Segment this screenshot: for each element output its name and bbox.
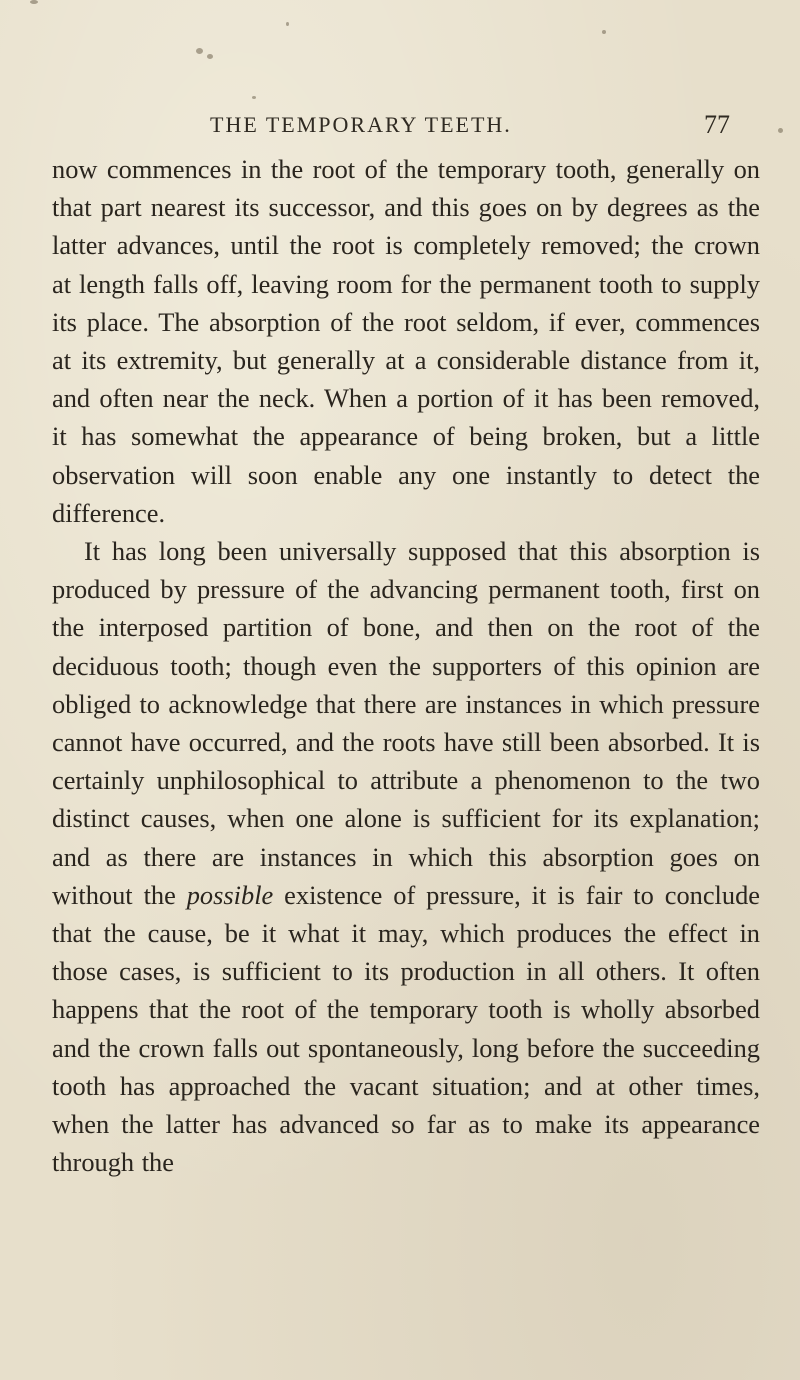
paragraph: now commences in the root of the temporary tooth, generally on that part nearest its successor, and this goes on by degrees as the latter advances, until the root is completely removed; the crown at length falls off, leaving room for the permanent tooth to supply its place. The absorption of the root seldom, if ever, commences at its extremity, but generally at a considerable distance from it, and often near the neck. When a portion of it has been removed, it has somewhat the appearance of being broken, but a little observation will soon enable any one instantly to detect the difference.	[52, 154, 760, 528]
running-title: THE TEMPORARY TEETH.	[210, 112, 512, 137]
ink-speck	[252, 96, 256, 99]
paragraph	[52, 532, 760, 1181]
body-text	[52, 150, 760, 1181]
ink-speck	[30, 0, 38, 4]
ink-speck	[286, 22, 289, 26]
ink-speck	[778, 128, 783, 133]
ink-speck	[207, 54, 213, 59]
ink-speck	[196, 48, 203, 54]
paragraph-text: It has long been universally supposed that this absorption is produced by pressure of the advancing permanent tooth, first on the interposed partition of bone, and then on the root of the deciduous tooth; though even the supporters of this opinion are obliged to acknowledge that there are instances in which pressure cannot have occurred, and the roots have still been absorbed. It is certainly unphilosophical to attribute a phenomenon to the two distinct causes, when one alone is sufficient for its explanation; and as there are instances in which this absorption goes on without the	[52, 536, 760, 910]
page-number: 77	[704, 110, 730, 139]
page-header	[210, 112, 730, 144]
ink-speck	[602, 30, 606, 34]
italic-emphasis: possible	[186, 879, 274, 910]
paragraph-text: existence of pressure, it is fair to conclude that the cause, be it what it may, which produces the effect in those cases, is sufficient to its production in all others. It often happens that the root of the temporary tooth is wholly absorbed and the crown falls out spontaneously, long before the succeeding tooth has approached the vacant situation; and at other times, when the latter has advanced so far as to make its appearance through the	[52, 879, 760, 1178]
